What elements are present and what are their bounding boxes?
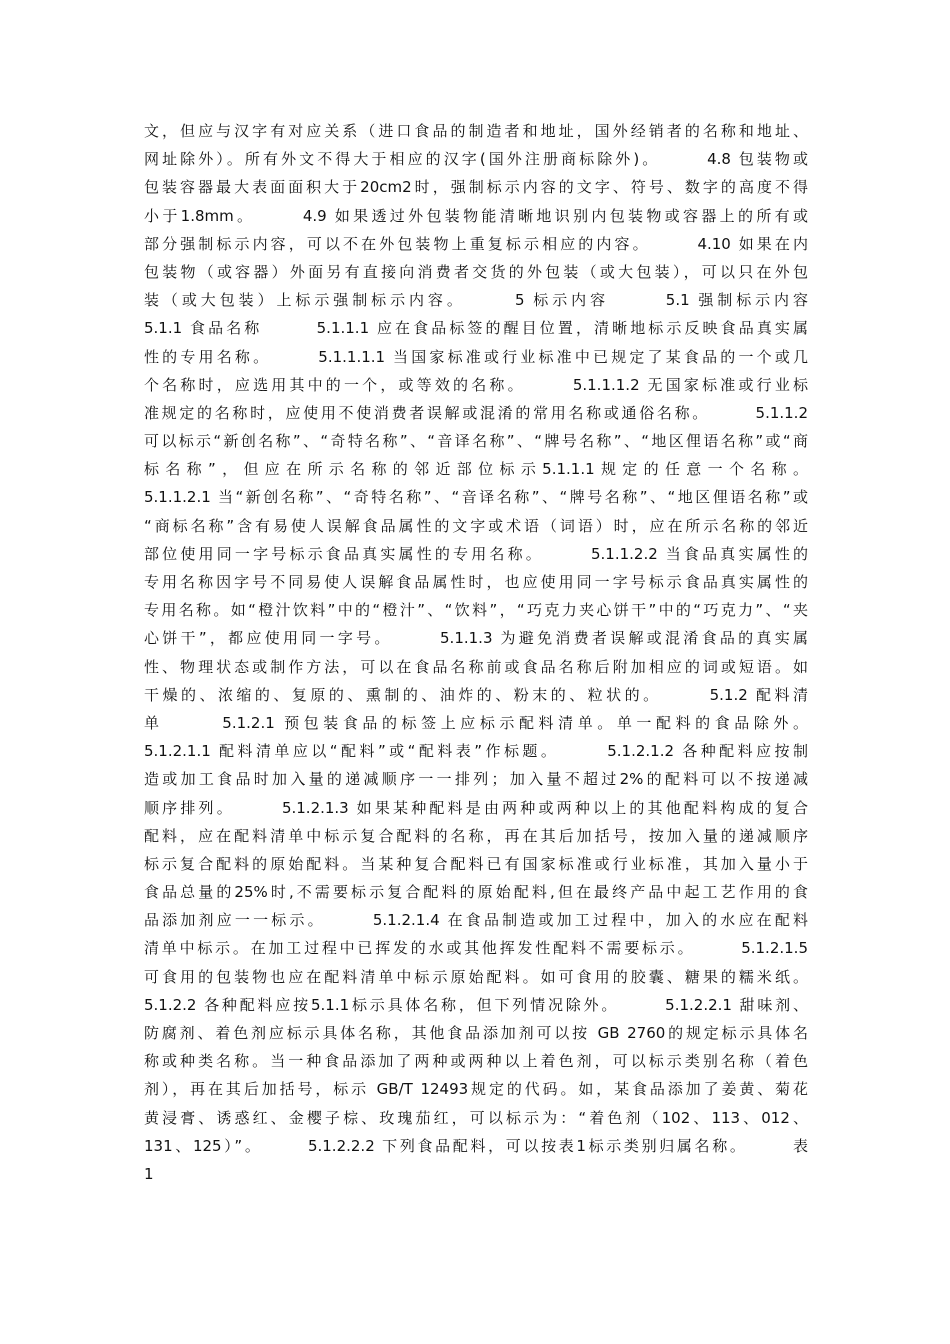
text-line: 造或加工食品时加入量的递减顺序一一排列；加入量不超过2%的配料可以不按递减 bbox=[144, 770, 808, 789]
text-line: 131、125）”。 5.1.2.2.2 下列食品配料，可以按表1标示类别归属名称。 表 bbox=[144, 1136, 808, 1155]
text-line: 剂），再在其后加括号，标示 GB/T 12493规定的代码。如，某食品添加了姜黄、菊花 bbox=[144, 1080, 808, 1099]
text-line: 包装物（或容器）外面另有直接向消费者交货的外包装（或大包装），可以只在外包 bbox=[144, 262, 808, 281]
text-line: 5.1.2.2 各种配料应按5.1.1标示具体名称，但下列情况除外。 5.1.2.2.1 甜味剂、 bbox=[144, 995, 808, 1014]
text-line: 心饼干”，都应使用同一字号。 5.1.1.3 为避免消费者误解或混淆食品的真实属 bbox=[144, 629, 808, 648]
text-line: 可食用的包装物也应在配料清单中标示原始配料。如可食用的胶囊、糖果的糯米纸。 bbox=[144, 967, 808, 986]
text-line: 5.1.2.1.1 配料清单应以“配料”或“配料表”作标题。 5.1.2.1.2 各种配料应按制 bbox=[144, 742, 808, 761]
text-line: 单 5.1.2.1 预包装食品的标签上应标示配料清单。单一配料的食品除外。 bbox=[144, 713, 808, 732]
text-line: 专用名称。如“橙汁饮料”中的“橙汁”、“饮料”，“巧克力夹心饼干”中的“巧克力”、“夹 bbox=[144, 601, 808, 620]
text-line: 包装容器最大表面面积大于20cm2时，强制标示内容的文字、符号、数字的高度不得 bbox=[144, 178, 808, 197]
text-line: 文，但应与汉字有对应关系（进口食品的制造者和地址，国外经销者的名称和地址、 bbox=[144, 122, 808, 140]
text-line: 网址除外）。所有外文不得大于相应的汉字(国外注册商标除外)。 4.8 包装物或 bbox=[144, 150, 808, 169]
text-line: 部位使用同一字号标示食品真实属性的专用名称。 5.1.1.2.2 当食品真实属性的 bbox=[144, 544, 808, 563]
text-line: 清单中标示。在加工过程中已挥发的水或其他挥发性配料不需要标示。 5.1.2.1.5 bbox=[144, 939, 808, 958]
text-line: 装（或大包装）上标示强制标示内容。 5 标示内容 5.1 强制标示内容 bbox=[144, 291, 808, 310]
text-line: 黄浸膏、诱惑红、金樱子棕、玫瑰茄红，可以标示为：“着色剂（102、113、012、 bbox=[144, 1108, 808, 1127]
text-line: 小于1.8mm。 4.9 如果透过外包装物能清晰地识别内包装物或容器上的所有或 bbox=[144, 206, 808, 225]
text-line: 准规定的名称时，应使用不使消费者误解或混淆的常用名称或通俗名称。 5.1.1.2 bbox=[144, 403, 808, 422]
text-line: 个名称时，应选用其中的一个，或等效的名称。 5.1.1.1.2 无国家标准或行业标 bbox=[144, 375, 808, 394]
text-line: 顺序排列。 5.1.2.1.3 如果某种配料是由两种或两种以上的其他配料构成的复合 bbox=[144, 798, 808, 817]
text-line: 配料，应在配料清单中标示复合配料的名称，再在其后加括号，按加入量的递减顺序 bbox=[144, 826, 808, 845]
text-line: 防腐剂、着色剂应标示具体名称，其他食品添加剂可以按 GB 2760的规定标示具体名 bbox=[144, 1024, 808, 1042]
text-line: 称或种类名称。当一种食品添加了两种或两种以上着色剂，可以标示类别名称（着色 bbox=[144, 1052, 808, 1071]
text-line: 5.1.1 食品名称 5.1.1.1 应在食品标签的醒目位置，清晰地标示反映食品真实属 bbox=[144, 319, 808, 338]
text-line: 1 bbox=[144, 1164, 154, 1183]
text-line: 性的专用名称。 5.1.1.1.1 当国家标准或行业标准中已规定了某食品的一个或几 bbox=[144, 347, 808, 366]
text-line: 食品总量的25%时,不需要标示复合配料的原始配料,但在最终产品中起工艺作用的食 bbox=[144, 883, 808, 902]
text-line: 部分强制标示内容，可以不在外包装物上重复标示相应的内容。 4.10 如果在内 bbox=[144, 234, 808, 253]
text-line: 可以标示“新创名称”、“奇特名称”、“音译名称”、“牌号名称”、“地区俚语名称”或“商 bbox=[144, 432, 808, 451]
text-line: 品添加剂应一一标示。 5.1.2.1.4 在食品制造或加工过程中，加入的水应在配料 bbox=[144, 911, 808, 930]
text-line: 专用名称因字号不同易使人误解食品属性时，也应使用同一字号标示食品真实属性的 bbox=[144, 573, 808, 591]
text-line: “商标名称”含有易使人误解食品属性的文字或术语（词语）时，应在所示名称的邻近 bbox=[144, 516, 808, 535]
text-line: 性、物理状态或制作方法，可以在食品名称前或食品名称后附加相应的词或短语。如 bbox=[144, 657, 808, 676]
text-line: 5.1.1.2.1 当“新创名称”、“奇特名称”、“音译名称”、“牌号名称”、“地区俚语名称”或 bbox=[144, 488, 808, 507]
text-line: 标示复合配料的原始配料。当某种复合配料已有国家标准或行业标准，其加入量小于 bbox=[144, 854, 808, 873]
text-line: 标名称”，但应在所示名称的邻近部位标示5.1.1.1规定的任意一个名称。 bbox=[144, 460, 808, 479]
text-line: 干燥的、浓缩的、复原的、熏制的、油炸的、粉末的、粒状的。 5.1.2 配料清 bbox=[144, 685, 808, 704]
body-text bbox=[144, 117, 808, 1188]
